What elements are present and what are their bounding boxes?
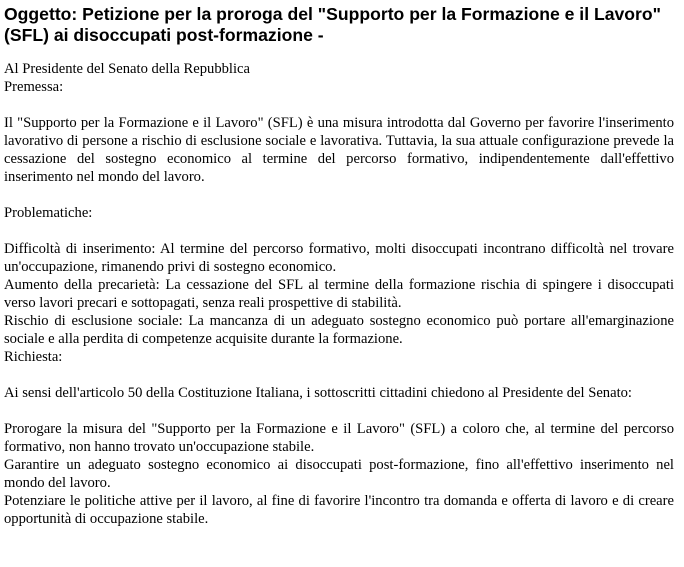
premise-label: Premessa: [4, 79, 64, 95]
request-item: Potenziare le politiche attive per il lavoro, al fine di favorire l'incontro tra domanda e offerta di lavoro e di creare opportunità di occupazione stabile. [4, 493, 674, 527]
request-item: Prorogare la misura del "Supporto per la Formazione e il Lavoro" (SFL) a coloro che, al termine del percorso formativo, non hanno trovato un'occupazione stabile. [4, 421, 674, 455]
request-intro: Ai sensi dell'articolo 50 della Costituzione Italiana, i sottoscritti cittadini chiedono al Presidente del Senato: [4, 385, 632, 401]
premise-paragraph: Il "Supporto per la Formazione e il Lavoro" (SFL) è una misura introdotta dal Governo per favorire l'inserimento lavorativo di persone a rischio di esclusione sociale e lavorativa. Tuttavia, la sua attuale configurazione prevede la cessazione del sostegno economico al termine del percorso formativo, indipendentemente dall'effettivo inserimento nel mondo del lavoro. [4, 115, 674, 185]
problem-item: Aumento della precarietà: La cessazione del SFL al termine della formazione rischia di spingere i disoccupati verso lavori precari e sottopagati, senza reali prospettive di stabilità. [4, 277, 674, 311]
addressee: Al Presidente del Senato della Repubblica [4, 61, 250, 77]
petition-document [4, 4, 674, 528]
problem-item: Rischio di esclusione sociale: La mancanza di un adeguato sostegno economico può portare all'emarginazione sociale e alla perdita di competenze acquisite durante la formazione. [4, 313, 674, 347]
request-label: Richiesta: [4, 349, 63, 365]
problems-label: Problematiche: [4, 205, 93, 221]
request-item: Garantire un adeguato sostegno economico ai disoccupati post-formazione, fino all'effettivo inserimento nel mondo del lavoro. [4, 457, 674, 491]
subject-heading: Oggetto: Petizione per la proroga del "Supporto per la Formazione e il Lavoro" (SFL) ai disoccupati post-formazione - [4, 4, 661, 45]
problem-item: Difficoltà di inserimento: Al termine del percorso formativo, molti disoccupati incontrano difficoltà nel trovare un'occupazione, rimanendo privi di sostegno economico. [4, 241, 674, 275]
